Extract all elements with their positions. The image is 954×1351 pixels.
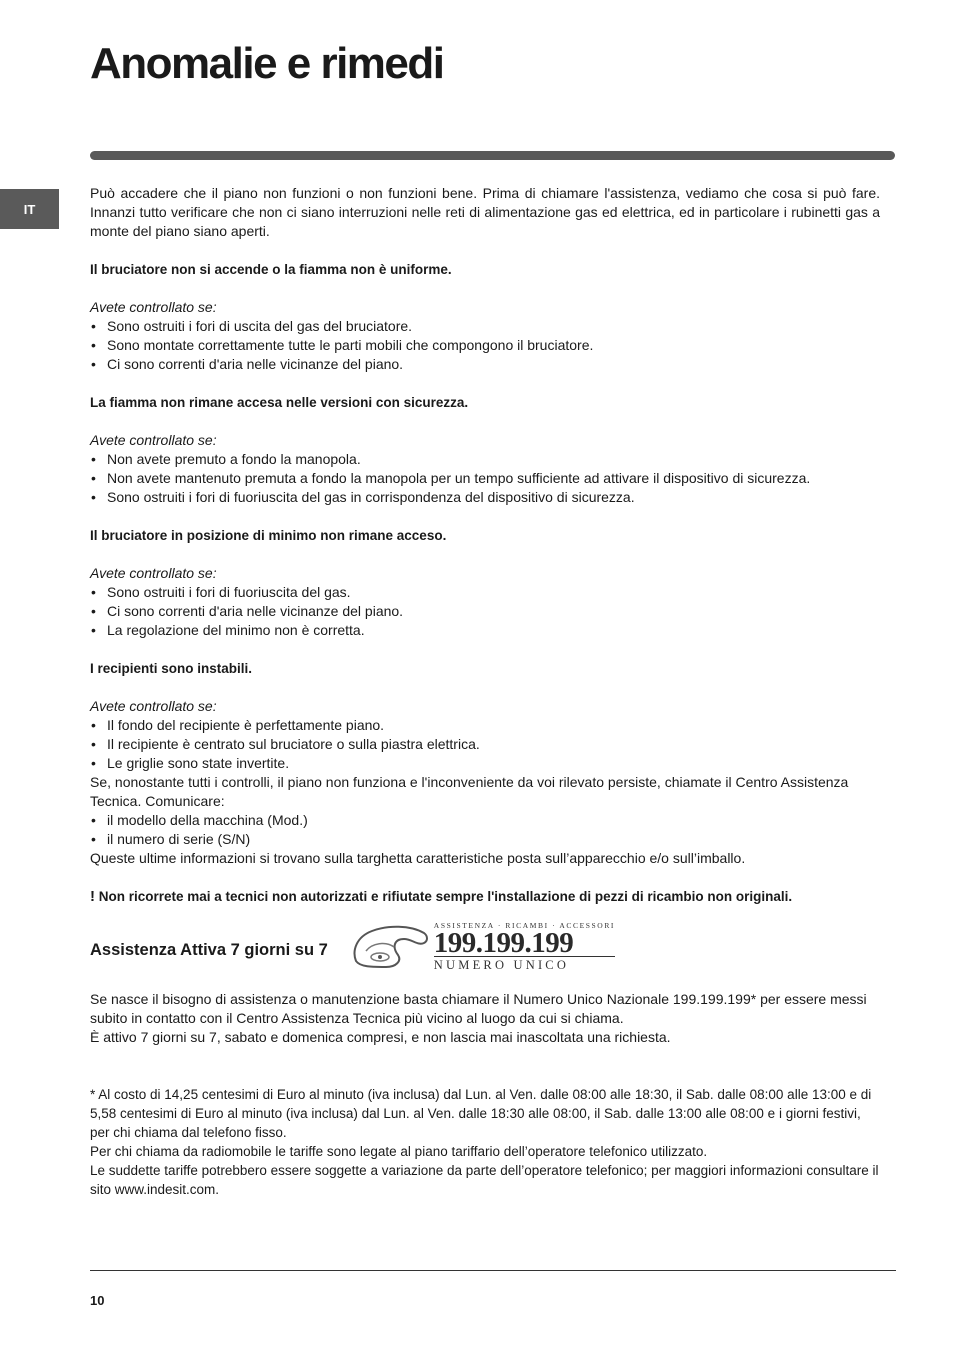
footer-divider — [90, 1270, 896, 1271]
checked-label: Avete controllato se: — [90, 698, 217, 714]
list-item: • Ci sono correnti d'aria nelle vicinanze del piano. — [90, 602, 880, 621]
assistance-header — [90, 917, 880, 977]
check-list — [90, 583, 880, 640]
section-heading: I recipienti sono instabili. — [90, 661, 253, 676]
page-title: Anomalie e rimedi — [90, 39, 444, 88]
warning-note — [90, 887, 880, 906]
info-paragraph: Queste ultime informazioni si trovano sulla targhetta caratteristiche posta sull’apparecchio e/o sull’imballo. — [90, 850, 746, 866]
section-heading: Il bruciatore non si accende o la fiamma non è uniforme. — [90, 262, 452, 277]
list-item: • il modello della macchina (Mod.) — [90, 811, 880, 830]
list-item: • Non avete premuto a fondo la manopola. — [90, 450, 880, 469]
assistance-paragraph: Se nasce il bisogno di assistenza o manutenzione basta chiamare il Numero Unico Nazionale 199.199.199* per essere messi subito in contatto con il Centro Assistenza Tecnica più vicino al luogo da cui si chiama. — [90, 991, 867, 1026]
section-heading: Il bruciatore in posizione di minimo non rimane acceso. — [90, 528, 447, 543]
section-heading: La fiamma non rimane accesa nelle versioni con sicurezza. — [90, 395, 469, 410]
persist-paragraph: Se, nonostante tutti i controlli, il piano non funziona e l'inconveniente da voi rilevato persiste, chiamate il Centro Assistenza Tecnica. Comunicare: — [90, 774, 849, 809]
list-item: • Il fondo del recipiente è perfettamente piano. — [90, 716, 880, 735]
language-tab: IT — [0, 189, 59, 229]
list-item: • Le griglie sono state invertite. — [90, 754, 880, 773]
list-item: • Non avete mantenuto premuta a fondo la manopola per un tempo sufficiente ad attivare il dispositivo di sicurezza. — [90, 469, 880, 488]
checked-label: Avete controllato se: — [90, 565, 217, 581]
logo-subtitle: NUMERO UNICO — [434, 956, 615, 973]
checked-label: Avete controllato se: — [90, 299, 217, 315]
page-number: 10 — [90, 1293, 105, 1308]
communicate-list — [90, 811, 880, 849]
list-item: • Sono montate correttamente tutte le parti mobili che compongono il bruciatore. — [90, 336, 880, 355]
warning-text: Non ricorrete mai a tecnici non autorizzati e rifiutate sempre l'installazione di pezzi di ricambio non originali. — [95, 889, 793, 904]
warning-icon: ! — [90, 888, 95, 905]
service-logo — [350, 921, 615, 973]
assistance-paragraph: È attivo 7 giorni su 7, sabato e domenica compresi, e non lascia mai inascoltata una richiesta. — [90, 1029, 671, 1045]
footnote-line: Le suddette tariffe potrebbero essere soggette a variazione da parte dell’operatore telefonico; per maggiori informazioni consultare il sito www.indesit.com. — [90, 1163, 879, 1197]
logo-tagline: ASSISTENZA · RICAMBI · ACCESSORI — [433, 921, 616, 930]
list-item: • Sono ostruiti i fori di fuoriuscita del gas in corrispondenza del dispositivo di sicurezza. — [90, 488, 880, 507]
phone-icon — [350, 921, 430, 973]
phone-number: 199.199.199 — [433, 927, 574, 959]
list-item: • Sono ostruiti i fori di uscita del gas del bruciatore. — [90, 317, 880, 336]
check-list — [90, 450, 880, 507]
intro-paragraph: Può accadere che il piano non funzioni o non funzioni bene. Prima di chiamare l'assistenza, vediamo che cosa si può fare. Innanzi tutto verificare che non ci siano interruzioni nelle reti di alimentazione gas ed elettrica, ed in particolare i rubinetti gas a monte del piano siano aperti. — [90, 185, 880, 239]
page-content — [90, 184, 880, 1199]
footnote — [90, 1085, 880, 1199]
list-item: • Il recipiente è centrato sul bruciatore o sulla piastra elettrica. — [90, 735, 880, 754]
title-divider — [90, 151, 895, 160]
check-list — [90, 317, 880, 374]
check-list — [90, 716, 880, 773]
footnote-line: Per chi chiama da radiomobile le tariffe sono legate al piano tariffario dell’operatore telefonico utilizzato. — [90, 1144, 708, 1159]
list-item: • Ci sono correnti d'aria nelle vicinanze del piano. — [90, 355, 880, 374]
assistance-title: Assistenza Attiva 7 giorni su 7 — [90, 940, 328, 959]
checked-label: Avete controllato se: — [90, 432, 217, 448]
footnote-line: * Al costo di 14,25 centesimi di Euro al minuto (iva inclusa) dal Lun. al Ven. dalle 08:00 alle 18:30, il Sab. dalle 08:00 alle 13:00 e di 5,58 centesimi di Euro al minuto (iva inclusa) dal Lun. al Ven. dalle 18:30 alle 08:00, il Sab. dalle 13:00 alle 08:00 e i giorni festivi, per chi chiama dal telefono fisso. — [90, 1087, 872, 1140]
list-item: • il numero di serie (S/N) — [90, 830, 880, 849]
list-item: • La regolazione del minimo non è corretta. — [90, 621, 880, 640]
list-item: • Sono ostruiti i fori di fuoriuscita del gas. — [90, 583, 880, 602]
